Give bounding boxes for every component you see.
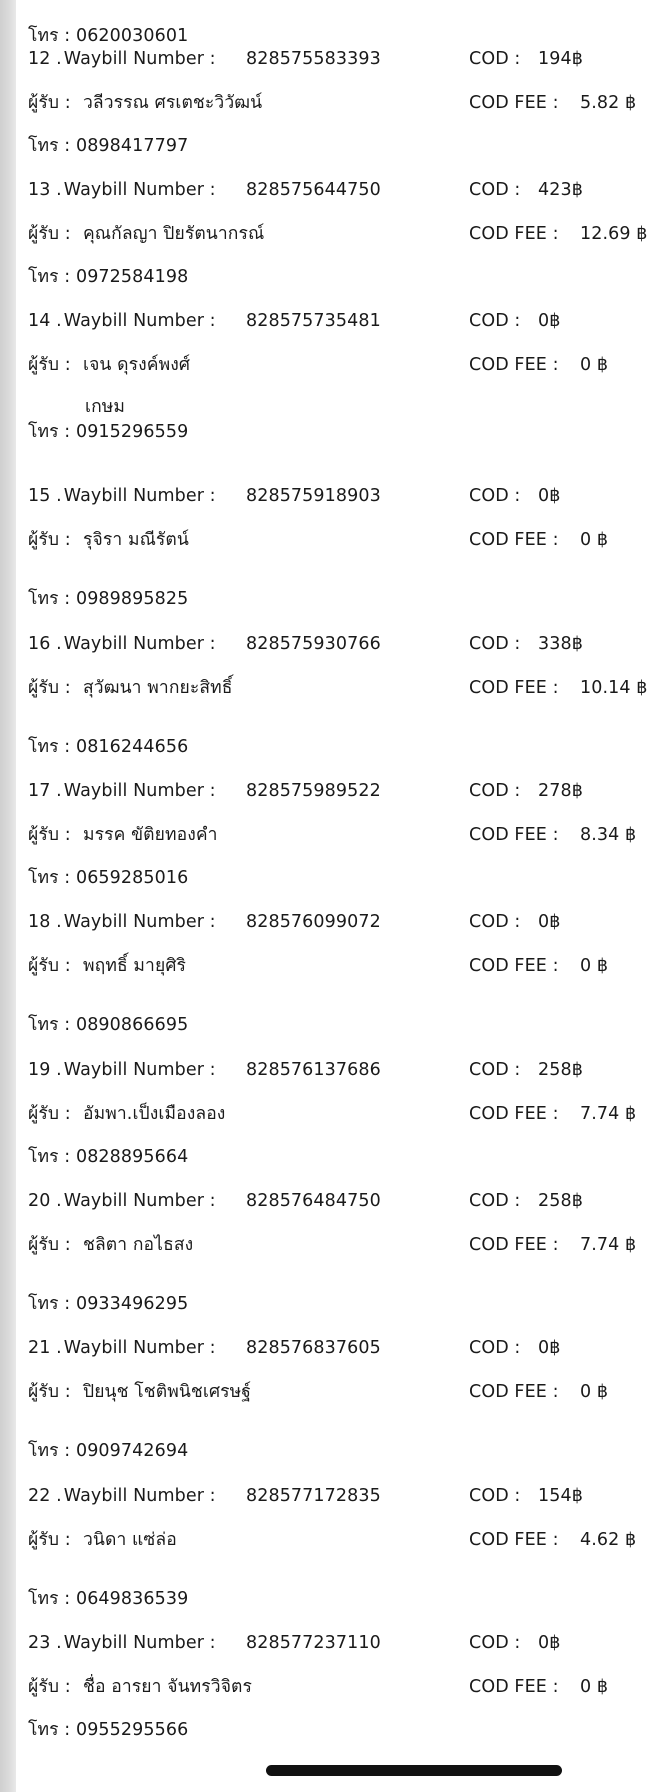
cod-label: COD : <box>469 486 521 506</box>
cod-value: 0฿ <box>538 1338 561 1358</box>
receiver-name: เจน ดุรงค์พงศ์ <box>83 355 191 375</box>
receiver-name: พฤทธิ์ มายุศิริ <box>83 956 187 976</box>
cod-label: COD : <box>469 1633 521 1653</box>
waybill-label: Waybill Number : <box>63 1060 216 1080</box>
cod-value: 0฿ <box>538 912 561 932</box>
receiver-label: ผู้รับ : <box>28 1235 71 1255</box>
waybill-row-label <box>28 1059 216 1081</box>
phone-label: โทร : <box>28 868 71 888</box>
waybill-label: Waybill Number : <box>63 912 216 932</box>
cod-fee-label: COD FEE : <box>469 1235 559 1255</box>
phone-number: 0890866695 <box>75 1015 189 1035</box>
receiver-label: ผู้รับ : <box>28 1530 71 1550</box>
cod-value: 258฿ <box>538 1060 583 1080</box>
cod-fee-value: 7.74 ฿ <box>580 1104 637 1124</box>
phone-line <box>28 25 188 47</box>
record-index: 22 . <box>28 1486 62 1506</box>
phone-label: โทร : <box>28 1147 71 1167</box>
phone-number: 0816244656 <box>75 737 189 757</box>
phone-label: โทร : <box>28 136 71 156</box>
receiver-name: ปิยนุช โชติพนิชเศรษฐ์ <box>83 1382 252 1402</box>
cod-fee-label: COD FEE : <box>469 1530 559 1550</box>
cod-fee-label: COD FEE : <box>469 1677 559 1697</box>
phone-number: 0972584198 <box>75 267 189 287</box>
record-index: 20 . <box>28 1191 62 1211</box>
cod-value: 194฿ <box>538 49 583 69</box>
phone-label: โทร : <box>28 1720 71 1740</box>
waybill-label: Waybill Number : <box>63 180 216 200</box>
waybill-label: Waybill Number : <box>63 49 216 69</box>
cod-value: 338฿ <box>538 634 583 654</box>
receiver-label: ผู้รับ : <box>28 530 71 550</box>
receiver-label: ผู้รับ : <box>28 1104 71 1124</box>
phone-number: 0915296559 <box>75 422 189 442</box>
receiver-label: ผู้รับ : <box>28 678 71 698</box>
phone-label: โทร : <box>28 1015 71 1035</box>
record-index: 17 . <box>28 781 62 801</box>
waybill-number: 828575735481 <box>246 311 381 331</box>
cod-fee-label: COD FEE : <box>469 93 559 113</box>
phone-number: 0898417797 <box>75 136 189 156</box>
phone-label: โทร : <box>28 737 71 757</box>
phone-line <box>28 1440 188 1462</box>
phone-number: 0620030601 <box>75 26 189 46</box>
receiver-name: ชลิตา กอไธสง <box>83 1235 194 1255</box>
phone-label: โทร : <box>28 589 71 609</box>
record-index: 14 . <box>28 311 62 331</box>
waybill-label: Waybill Number : <box>63 311 216 331</box>
phone-number: 0955295566 <box>75 1720 189 1740</box>
waybill-row-label <box>28 485 216 507</box>
cod-label: COD : <box>469 311 521 331</box>
phone-line <box>28 1719 188 1741</box>
cod-label: COD : <box>469 49 521 69</box>
cod-fee-value: 7.74 ฿ <box>580 1235 637 1255</box>
waybill-label: Waybill Number : <box>63 1338 216 1358</box>
phone-line <box>28 421 188 443</box>
waybill-document <box>16 0 668 1792</box>
cod-value: 154฿ <box>538 1486 583 1506</box>
waybill-row-label <box>28 633 216 655</box>
receiver-name: มรรค ขัติยทองคำ <box>83 825 218 845</box>
phone-label: โทร : <box>28 422 71 442</box>
waybill-row-label <box>28 1485 216 1507</box>
waybill-number: 828575930766 <box>246 634 381 654</box>
phone-line <box>28 1014 188 1036</box>
waybill-row-label <box>28 310 216 332</box>
waybill-row-label <box>28 1190 216 1212</box>
record-index: 12 . <box>28 49 62 69</box>
phone-line <box>28 1588 188 1610</box>
phone-label: โทร : <box>28 1589 71 1609</box>
receiver-name-continued: เกษม <box>85 397 126 417</box>
cod-fee-label: COD FEE : <box>469 355 559 375</box>
cod-value: 0฿ <box>538 311 561 331</box>
receiver-label: ผู้รับ : <box>28 1382 71 1402</box>
phone-line <box>28 588 188 610</box>
left-edge-bar <box>0 0 16 1792</box>
receiver-name: อัมพา.เป็งเมืองลอง <box>83 1104 226 1124</box>
cod-fee-value: 0 ฿ <box>580 956 609 976</box>
phone-label: โทร : <box>28 26 71 46</box>
phone-label: โทร : <box>28 267 71 287</box>
cod-label: COD : <box>469 1191 521 1211</box>
cod-fee-label: COD FEE : <box>469 1382 559 1402</box>
cod-fee-label: COD FEE : <box>469 678 559 698</box>
cod-value: 423฿ <box>538 180 583 200</box>
record-index: 23 . <box>28 1633 62 1653</box>
phone-label: โทร : <box>28 1294 71 1314</box>
waybill-number: 828576099072 <box>246 912 381 932</box>
cod-fee-value: 10.14 ฿ <box>580 678 648 698</box>
record-index: 15 . <box>28 486 62 506</box>
receiver-label: ผู้รับ : <box>28 355 71 375</box>
cod-fee-label: COD FEE : <box>469 1104 559 1124</box>
cod-fee-value: 0 ฿ <box>580 530 609 550</box>
phone-line <box>28 1146 188 1168</box>
cod-fee-value: 8.34 ฿ <box>580 825 637 845</box>
waybill-row-label <box>28 780 216 802</box>
waybill-label: Waybill Number : <box>63 1486 216 1506</box>
phone-line <box>28 1293 188 1315</box>
waybill-row-label <box>28 179 216 201</box>
record-index: 19 . <box>28 1060 62 1080</box>
waybill-row-label <box>28 1632 216 1654</box>
waybill-row-label <box>28 48 216 70</box>
home-indicator <box>266 1765 562 1776</box>
cod-label: COD : <box>469 180 521 200</box>
cod-label: COD : <box>469 781 521 801</box>
receiver-name: รุจิรา มณีรัตน์ <box>83 530 189 550</box>
cod-fee-label: COD FEE : <box>469 956 559 976</box>
phone-label: โทร : <box>28 1441 71 1461</box>
cod-label: COD : <box>469 1338 521 1358</box>
phone-line <box>28 867 188 889</box>
cod-fee-label: COD FEE : <box>469 224 559 244</box>
phone-number: 0649836539 <box>75 1589 189 1609</box>
waybill-number: 828575918903 <box>246 486 381 506</box>
cod-label: COD : <box>469 912 521 932</box>
receiver-label: ผู้รับ : <box>28 825 71 845</box>
waybill-number: 828575644750 <box>246 180 381 200</box>
cod-fee-value: 0 ฿ <box>580 355 609 375</box>
receiver-label: ผู้รับ : <box>28 956 71 976</box>
cod-fee-value: 0 ฿ <box>580 1382 609 1402</box>
waybill-label: Waybill Number : <box>63 1191 216 1211</box>
waybill-number: 828575583393 <box>246 49 381 69</box>
phone-line <box>28 736 188 758</box>
record-index: 21 . <box>28 1338 62 1358</box>
phone-number: 0909742694 <box>75 1441 189 1461</box>
cod-fee-value: 12.69 ฿ <box>580 224 648 244</box>
cod-label: COD : <box>469 1060 521 1080</box>
record-index: 13 . <box>28 180 62 200</box>
waybill-number: 828576484750 <box>246 1191 381 1211</box>
cod-fee-label: COD FEE : <box>469 530 559 550</box>
waybill-row-label <box>28 1337 216 1359</box>
phone-number: 0989895825 <box>75 589 189 609</box>
waybill-label: Waybill Number : <box>63 486 216 506</box>
waybill-label: Waybill Number : <box>63 781 216 801</box>
phone-number: 0828895664 <box>75 1147 189 1167</box>
receiver-name: ชื่อ อารยา จันทรวิจิตร <box>83 1677 253 1697</box>
phone-number: 0933496295 <box>75 1294 189 1314</box>
cod-value: 0฿ <box>538 1633 561 1653</box>
waybill-number: 828575989522 <box>246 781 381 801</box>
phone-line <box>28 135 188 157</box>
phone-number: 0659285016 <box>75 868 189 888</box>
waybill-label: Waybill Number : <box>63 1633 216 1653</box>
cod-fee-value: 4.62 ฿ <box>580 1530 637 1550</box>
record-index: 18 . <box>28 912 62 932</box>
waybill-number: 828577172835 <box>246 1486 381 1506</box>
receiver-label: ผู้รับ : <box>28 1677 71 1697</box>
receiver-name: วนิดา แซ่ล่อ <box>83 1530 177 1550</box>
cod-fee-label: COD FEE : <box>469 825 559 845</box>
waybill-row-label <box>28 911 216 933</box>
cod-value: 0฿ <box>538 486 561 506</box>
cod-label: COD : <box>469 1486 521 1506</box>
cod-label: COD : <box>469 634 521 654</box>
record-index: 16 . <box>28 634 62 654</box>
cod-value: 258฿ <box>538 1191 583 1211</box>
waybill-label: Waybill Number : <box>63 634 216 654</box>
receiver-label: ผู้รับ : <box>28 93 71 113</box>
waybill-number: 828576837605 <box>246 1338 381 1358</box>
receiver-name: คุณกัลญา ปิยรัตนากรณ์ <box>83 224 265 244</box>
receiver-label: ผู้รับ : <box>28 224 71 244</box>
receiver-name: สุวัฒนา พากยะสิทธิ์ <box>83 678 233 698</box>
phone-line <box>28 266 188 288</box>
cod-fee-value: 5.82 ฿ <box>580 93 637 113</box>
waybill-number: 828576137686 <box>246 1060 381 1080</box>
cod-fee-value: 0 ฿ <box>580 1677 609 1697</box>
waybill-number: 828577237110 <box>246 1633 381 1653</box>
cod-value: 278฿ <box>538 781 583 801</box>
receiver-name: วลีวรรณ ศรเตชะวิวัฒน์ <box>83 93 263 113</box>
